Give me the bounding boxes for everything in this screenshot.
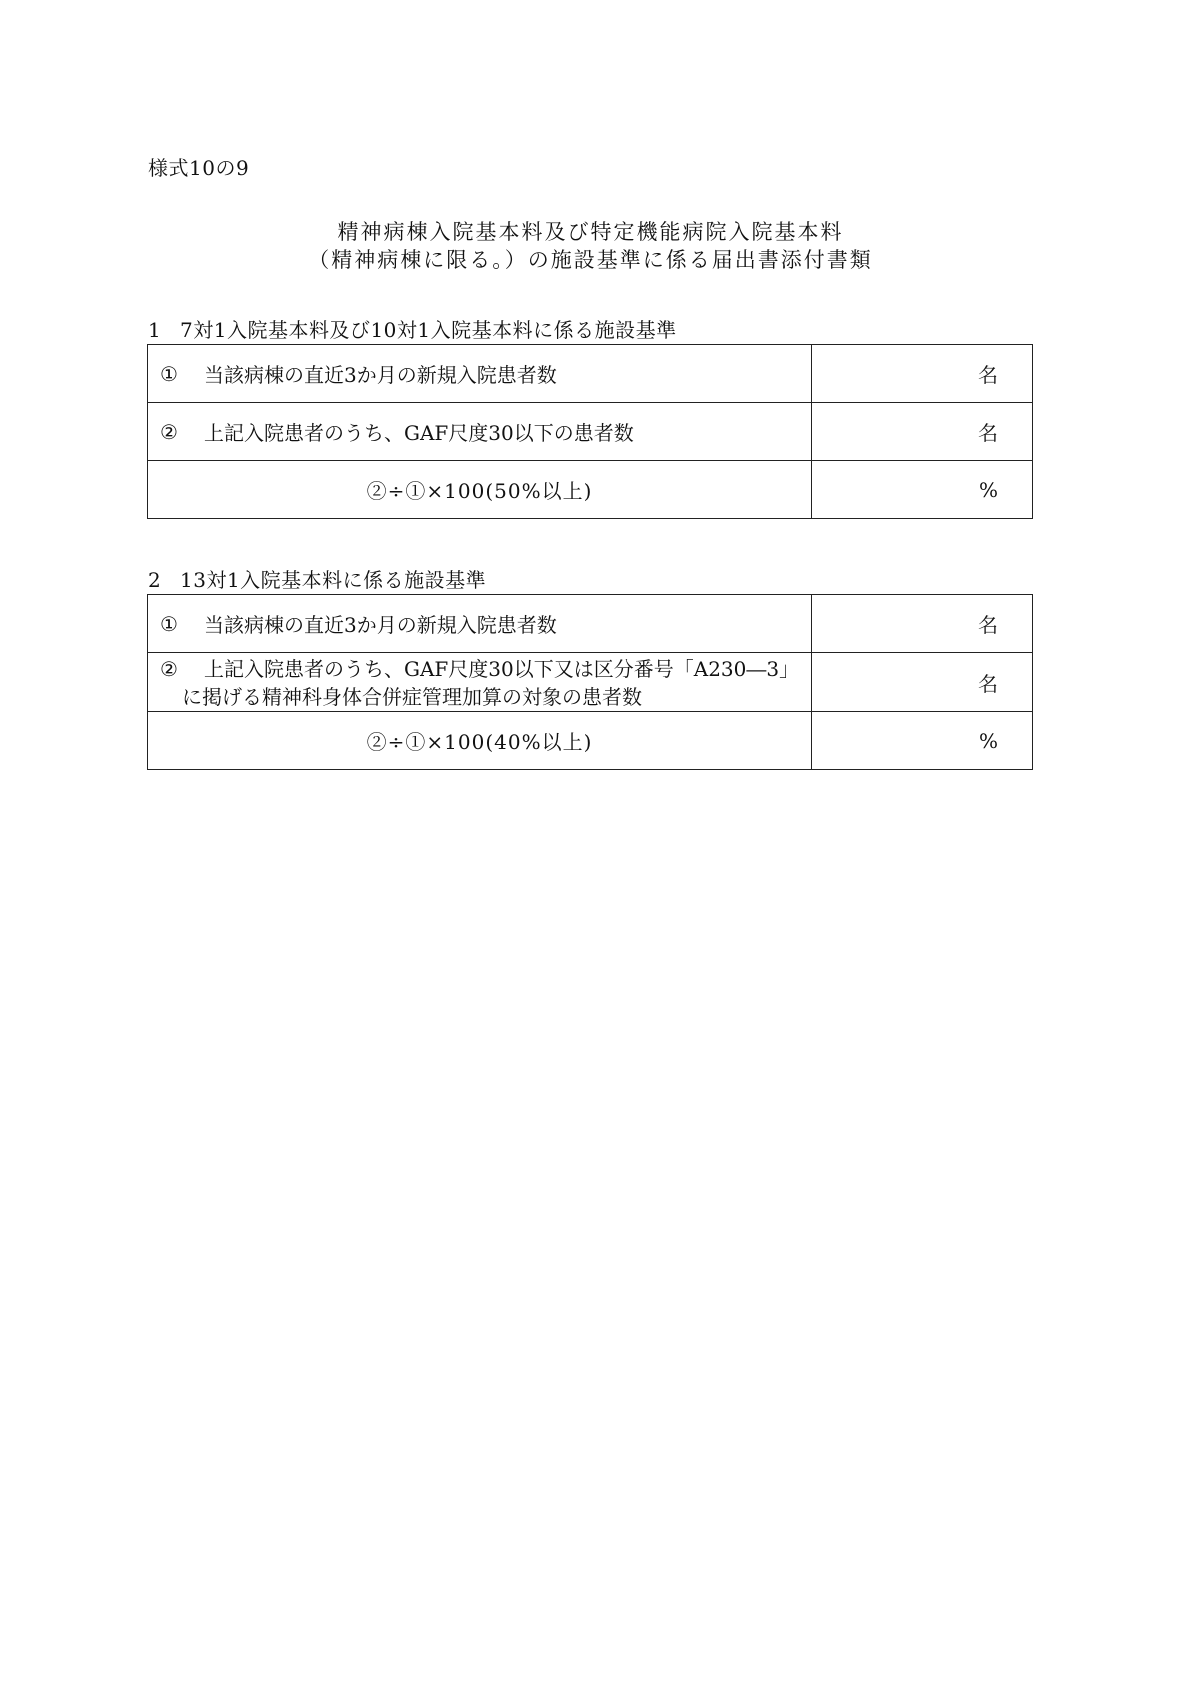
section-2-table (147, 594, 1033, 770)
value-entry-cell[interactable] (812, 712, 1033, 770)
row-label-line-1: 上記入院患者のうち、GAF尺度30以下又は区分番号「A230―3」 (204, 657, 800, 681)
formula-cell (148, 461, 812, 519)
table-row (148, 595, 1033, 653)
form-code: 様式10の9 (148, 156, 250, 180)
row-marker: ① (160, 611, 178, 636)
value-entry-cell[interactable] (812, 403, 1033, 461)
value-entry-cell[interactable] (812, 595, 1033, 653)
row-label: 上記入院患者のうち、GAF尺度30以下の患者数 (204, 421, 634, 445)
unit-label: 名 (978, 363, 998, 387)
unit-label: 名 (978, 421, 998, 445)
value-entry-cell[interactable] (812, 653, 1033, 712)
section-1-heading (148, 314, 677, 343)
unit-label: % (978, 728, 998, 753)
table-row (148, 461, 1033, 519)
row-label: 当該病棟の直近3か月の新規入院患者数 (204, 613, 557, 637)
unit-label: 名 (978, 671, 998, 696)
ratio-formula: ②÷①×100(50%以上) (366, 479, 593, 503)
document-title (0, 218, 1181, 274)
value-entry-cell[interactable] (812, 461, 1033, 519)
label-cell (148, 595, 812, 653)
label-cell (148, 403, 812, 461)
table-row (148, 345, 1033, 403)
label-cell (148, 345, 812, 403)
row-marker: ① (160, 361, 178, 386)
table-row (148, 403, 1033, 461)
section-2-title: 13対1入院基本料に係る施設基準 (180, 568, 487, 592)
table-row (148, 712, 1033, 770)
row-label: 当該病棟の直近3か月の新規入院患者数 (204, 363, 557, 387)
table-row (148, 653, 1033, 712)
row-marker: ② (160, 419, 178, 444)
formula-cell (148, 712, 812, 770)
unit-label: 名 (978, 613, 998, 637)
label-cell (148, 653, 812, 712)
section-1-title: 7対1入院基本料及び10対1入院基本料に係る施設基準 (180, 318, 677, 342)
unit-label: % (978, 477, 998, 502)
section-2-heading (148, 564, 486, 593)
row-label-line-2: に掲げる精神科身体合併症管理加算の対象の患者数 (182, 685, 642, 709)
title-line-2: （精神病棟に限る。）の施設基準に係る届出書添付書類 (308, 248, 873, 272)
value-entry-cell[interactable] (812, 345, 1033, 403)
row-marker: ② (160, 657, 178, 681)
ratio-formula: ②÷①×100(40%以上) (366, 730, 593, 754)
section-2-number: 2 (148, 568, 162, 592)
title-line-1: 精神病棟入院基本料及び特定機能病院入院基本料 (337, 220, 844, 244)
section-1-number: 1 (148, 318, 162, 342)
section-1-table (147, 344, 1033, 519)
